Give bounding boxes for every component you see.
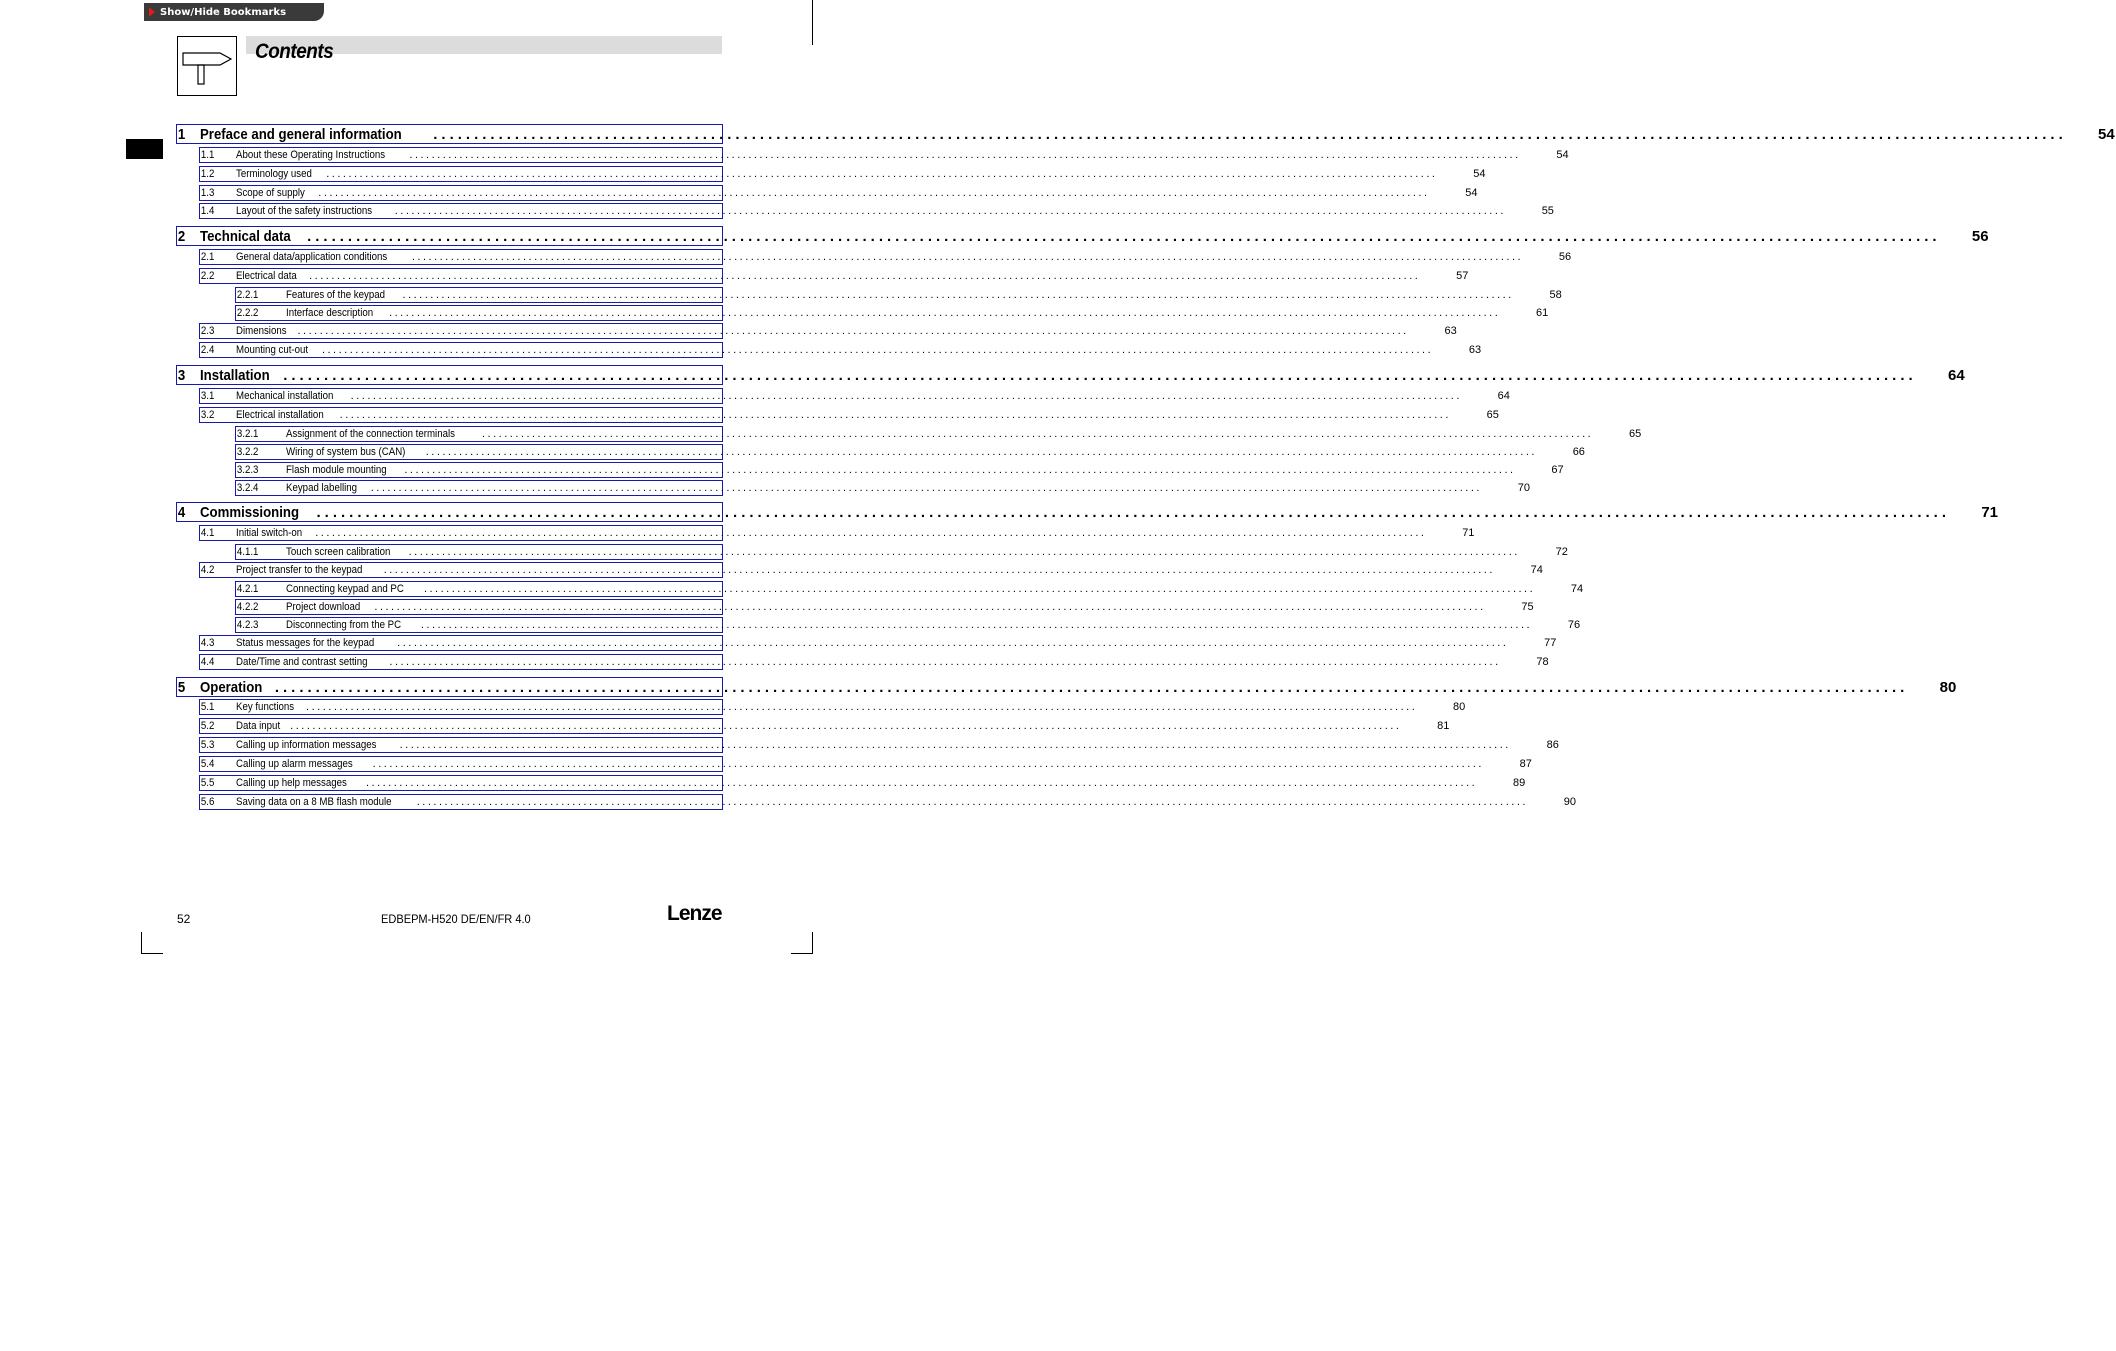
toc-dot-leader: ........................................................................................................................................................................................................ — [394, 205, 1506, 217]
toc-entry-1-1[interactable] — [199, 147, 1569, 163]
toc-entry-title: Preface and general information — [200, 125, 402, 143]
toc-dot-leader: ........................................................................................................................................................................................................ — [423, 583, 1536, 595]
toc-entry-5-2[interactable] — [199, 718, 1450, 734]
crop-mark-bottom-left-v — [141, 932, 142, 954]
toc-dot-leader: ........................................................................................................................................................................................................ — [383, 564, 1495, 576]
crop-mark-top-right — [812, 0, 813, 45]
toc-entry-page: 64 — [1948, 366, 1965, 384]
toc-entry-title: Wiring of system bus (CAN) — [286, 446, 406, 458]
toc-dot-leader: ........................................................................................................................................................................................................ — [365, 777, 1478, 789]
toc-dot-leader: ........................................................................................................................................................................................................ — [408, 546, 1520, 558]
toc-entry-page: 55 — [1541, 205, 1554, 217]
toc-entry-4-2-2[interactable] — [235, 599, 1534, 615]
toc-entry-page: 65 — [1486, 409, 1499, 421]
toc-dot-leader: ........................................................................................................................................................................................................ — [399, 739, 1511, 751]
toc-dot-leader: ........................................................................................................................................................................................................ — [420, 619, 1533, 631]
toc-entry-page: 87 — [1519, 758, 1532, 770]
toc-entry-title: Scope of supply — [236, 187, 305, 199]
toc-entry-2-3[interactable] — [199, 323, 1457, 339]
toc-dot-leader: ........................................................................................................................................................................................................ — [307, 227, 1941, 245]
toc-entry-4[interactable] — [176, 502, 1999, 522]
toc-entry-page: 74 — [1570, 583, 1584, 595]
crop-mark-bottom-left-h — [141, 953, 163, 954]
toc-entry-title: Interface description — [286, 307, 374, 319]
toc-dot-leader: ........................................................................................................................................................................................................ — [315, 527, 1427, 539]
toc-entry-title: Calling up alarm messages — [236, 758, 353, 770]
toc-entry-page: 64 — [1497, 390, 1510, 402]
toc-entry-number: 3.2.3 — [236, 464, 259, 476]
toc-entry-page: 75 — [1521, 601, 1534, 613]
toc-entry-title: Assignment of the connection terminals — [286, 428, 455, 440]
toc-entry-title: About these Operating Instructions — [236, 149, 386, 161]
lenze-logo: Lenze — [667, 902, 722, 925]
toc-entry-page: 54 — [2098, 125, 2115, 143]
toc-entry-4-4[interactable] — [199, 654, 1549, 670]
toc-entry-number: 3.2.1 — [236, 428, 259, 440]
toc-dot-leader: ........................................................................................................................................................................................................ — [316, 503, 1951, 521]
toc-entry-page: 67 — [1551, 464, 1564, 476]
toc-dot-leader: ........................................................................................................................................................................................................ — [433, 125, 2067, 143]
toc-entry-title: Connecting keypad and PC — [286, 583, 404, 595]
toc-entry-page: 78 — [1536, 656, 1549, 668]
toc-entry-title: Mechanical installation — [236, 390, 334, 402]
toc-entry-1-4[interactable] — [199, 203, 1554, 219]
toc-entry-title: Operation — [200, 678, 263, 696]
toc-dot-leader: ........................................................................................................................................................................................................ — [402, 289, 1514, 301]
toc-entry-title: Mounting cut-out — [236, 344, 309, 356]
footer-document-id: EDBEPM-H520 DE/EN/FR 4.0 — [381, 912, 531, 926]
toc-entry-number: 2.1 — [200, 251, 215, 263]
toc-entry-title: Saving data on a 8 MB flash module — [236, 796, 392, 808]
toc-dot-leader: ........................................................................................................................................................................................................ — [370, 482, 1482, 494]
toc-dot-leader: ........................................................................................................................................................................................................ — [274, 678, 1909, 696]
toc-entry-page: 56 — [1558, 251, 1572, 263]
toc-entry-number: 2 — [177, 227, 186, 245]
toc-entry-page: 86 — [1546, 739, 1559, 751]
toc-entry-title: Commissioning — [200, 503, 300, 521]
toc-entry-number: 1.4 — [200, 205, 215, 217]
toc-entry-3-2-2[interactable] — [235, 444, 1585, 460]
show-hide-bookmarks-button[interactable] — [144, 3, 324, 21]
toc-entry-title: Layout of the safety instructions — [236, 205, 373, 217]
toc-entry-page: 80 — [1939, 678, 1957, 696]
toc-entry-title: Flash module mounting — [286, 464, 387, 476]
toc-entry-title: Initial switch-on — [236, 527, 303, 539]
toc-entry-page: 72 — [1555, 546, 1568, 558]
page-title: Contents — [255, 40, 334, 63]
toc-entry-1[interactable] — [176, 124, 2115, 144]
toc-entry-page: 56 — [1971, 227, 1989, 245]
toc-dot-leader: ........................................................................................................................................................................................................ — [404, 464, 1516, 476]
toc-entry-number: 3.2.4 — [236, 482, 259, 494]
toc-entry-title: Technical data — [200, 227, 291, 245]
toc-dot-leader: ........................................................................................................................................................................................................ — [397, 637, 1509, 649]
toc-entry-page: 77 — [1544, 637, 1557, 649]
toc-entry-number: 2.2.2 — [236, 307, 259, 319]
toc-entry-page: 65 — [1628, 428, 1642, 440]
toc-entry-title: Calling up information messages — [236, 739, 377, 751]
toc-entry-number: 5.5 — [200, 777, 215, 789]
toc-entry-page: 66 — [1572, 446, 1585, 458]
toc-dot-leader: ........................................................................................................................................................................................................ — [425, 446, 1537, 458]
toc-entry-title: Status messages for the keypad — [236, 637, 375, 649]
toc-entry-1-2[interactable] — [199, 166, 1486, 182]
toc-entry-title: Keypad labelling — [286, 482, 358, 494]
toc-dot-leader: ........................................................................................................................................................................................................ — [321, 344, 1434, 356]
crop-mark-bottom-right-h — [791, 953, 813, 954]
toc-entry-3-2-1[interactable] — [235, 426, 1642, 442]
toc-entry-number: 3.2 — [200, 409, 215, 421]
toc-dot-leader: ........................................................................................................................................................................................................ — [318, 187, 1430, 199]
toc-entry-number: 4.2.1 — [236, 583, 259, 595]
toc-dot-leader: ........................................................................................................................................................................................................ — [374, 601, 1486, 613]
toc-entry-number: 4.2.3 — [236, 619, 259, 631]
toc-entry-number: 4.1.1 — [236, 546, 259, 558]
toc-entry-5-3[interactable] — [199, 737, 1559, 753]
toc-entry-title: Calling up help messages — [236, 777, 347, 789]
toc-entry-page: 58 — [1549, 289, 1562, 301]
toc-entry-page: 71 — [1462, 527, 1475, 539]
toc-entry-number: 1.3 — [200, 187, 215, 199]
toc-entry-number: 3.2.2 — [236, 446, 259, 458]
toc-dot-leader: ........................................................................................................................................................................................................ — [350, 390, 1462, 402]
toc-dot-leader: ........................................................................................................................................................................................................ — [297, 325, 1409, 337]
toc-dot-leader: ........................................................................................................................................................................................................ — [416, 796, 1528, 808]
toc-entry-title: Installation — [200, 366, 270, 384]
toc-entry-number: 4.4 — [200, 656, 215, 668]
toc-entry-title: Key functions — [236, 701, 295, 713]
toc-entry-3[interactable] — [176, 365, 1965, 385]
toc-entry-3-2-4[interactable] — [235, 480, 1530, 496]
toc-dot-leader: ........................................................................................................................................................................................................ — [339, 409, 1451, 421]
toc-entry-page: 57 — [1456, 270, 1469, 282]
toc-entry-title: Electrical installation — [236, 409, 324, 421]
toc-entry-number: 5.2 — [200, 720, 215, 732]
toc-entry-page: 90 — [1563, 796, 1576, 808]
toc-entry-title: Data input — [236, 720, 281, 732]
toc-entry-number: 1.1 — [200, 149, 215, 161]
toc-entry-number: 2.3 — [200, 325, 215, 337]
toc-entry-page: 81 — [1437, 720, 1450, 732]
toc-entry-4-1-1[interactable] — [235, 544, 1568, 560]
toc-dot-leader: ........................................................................................................................................................................................................ — [482, 428, 1594, 440]
toc-entry-4-2-1[interactable] — [235, 581, 1584, 597]
toc-entry-page: 61 — [1536, 307, 1549, 319]
toc-entry-5-1[interactable] — [199, 699, 1466, 715]
toc-entry-title: Touch screen calibration — [286, 546, 391, 558]
toc-entry-page: 89 — [1512, 777, 1526, 789]
toc-entry-title: Dimensions — [236, 325, 287, 337]
toc-entry-number: 4.2.2 — [236, 601, 259, 613]
toc-dot-leader: ........................................................................................................................................................................................................ — [389, 656, 1501, 668]
toc-entry-5[interactable] — [176, 677, 1957, 697]
chapter-side-marker — [126, 139, 163, 159]
toc-entry-number: 4.3 — [200, 637, 215, 649]
toc-entry-number: 3.1 — [200, 390, 215, 402]
toc-entry-2-4[interactable] — [199, 342, 1482, 358]
toc-entry-5-5[interactable] — [199, 775, 1526, 791]
toc-entry-title: Terminology used — [236, 168, 312, 180]
toc-entry-2-2[interactable] — [199, 268, 1469, 284]
toc-entry-title: Disconnecting from the PC — [286, 619, 402, 631]
toc-entry-page: 63 — [1468, 344, 1482, 356]
toc-entry-3-1[interactable] — [199, 388, 1510, 404]
toc-entry-title: Date/Time and contrast setting — [236, 656, 368, 668]
toc-entry-page: 54 — [1465, 187, 1478, 199]
toc-entry-number: 2.2 — [200, 270, 215, 282]
toc-dot-leader: ........................................................................................................................................................................................................ — [309, 270, 1421, 282]
toc-dot-leader: ........................................................................................................................................................................................................ — [290, 720, 1402, 732]
toc-entry-1-3[interactable] — [199, 185, 1478, 201]
toc-entry-page: 80 — [1453, 701, 1466, 713]
toc-entry-2-1[interactable] — [199, 249, 1572, 265]
toc-entry-number: 4.2 — [200, 564, 215, 576]
toc-dot-leader: ........................................................................................................................................................................................................ — [389, 307, 1501, 319]
toc-entry-page: 70 — [1517, 482, 1530, 494]
toc-entry-page: 63 — [1444, 325, 1457, 337]
toc-dot-leader: ........................................................................................................................................................................................................ — [306, 701, 1418, 713]
toc-entry-2-2-2[interactable] — [235, 305, 1549, 321]
toc-entry-number: 2.2.1 — [236, 289, 259, 301]
toc-entry-number: 5.6 — [200, 796, 215, 808]
toc-entry-page: 54 — [1473, 168, 1486, 180]
toc-entry-5-4[interactable] — [199, 756, 1532, 772]
toc-entry-page: 54 — [1556, 149, 1569, 161]
toc-entry-4-2[interactable] — [199, 562, 1543, 578]
toc-dot-leader: ........................................................................................................................................................................................................ — [409, 149, 1521, 161]
signpost-icon — [177, 36, 237, 96]
toc-entry-page: 71 — [1981, 503, 1999, 521]
toc-entry-page: 74 — [1530, 564, 1543, 576]
footer-page-number: 52 — [177, 912, 191, 926]
toc-entry-title: Project transfer to the keypad — [236, 564, 363, 576]
toc-entry-2-2-1[interactable] — [235, 287, 1562, 303]
toc-entry-title: General data/application conditions — [236, 251, 388, 263]
triangle-right-icon — [149, 7, 155, 17]
crop-mark-bottom-right-v — [812, 932, 813, 954]
toc-entry-number: 5.4 — [200, 758, 215, 770]
toc-entry-number: 5.3 — [200, 739, 215, 751]
toc-dot-leader: ........................................................................................................................................................................................................ — [411, 251, 1524, 263]
toc-entry-4-1[interactable] — [199, 525, 1475, 541]
toc-entry-title: Project download — [286, 601, 361, 613]
toc-dot-leader: ........................................................................................................................................................................................................ — [372, 758, 1484, 770]
toc-entry-5-6[interactable] — [199, 794, 1576, 810]
toc-entry-title: Electrical data — [236, 270, 297, 282]
toc-dot-leader: ........................................................................................................................................................................................................ — [326, 168, 1438, 180]
toc-entry-3-2[interactable] — [199, 407, 1499, 423]
toc-entry-number: 1.2 — [200, 168, 215, 180]
toc-entry-3-2-3[interactable] — [235, 462, 1564, 478]
toc-entry-2[interactable] — [176, 226, 1989, 246]
toc-entry-number: 3 — [177, 366, 186, 384]
toc-entry-number: 5 — [177, 678, 186, 696]
toc-entry-title: Features of the keypad — [286, 289, 386, 301]
toc-entry-4-3[interactable] — [199, 635, 1557, 651]
toc-dot-leader: ........................................................................................................................................................................................................ — [283, 366, 1917, 384]
toc-entry-page: 76 — [1567, 619, 1581, 631]
bookmark-toggle-label: Show/Hide Bookmarks — [160, 6, 287, 18]
toc-entry-number: 4 — [177, 503, 186, 521]
toc-entry-number: 1 — [177, 125, 186, 143]
toc-entry-number: 2.4 — [200, 344, 215, 356]
toc-entry-number: 4.1 — [200, 527, 215, 539]
toc-entry-number: 5.1 — [200, 701, 215, 713]
toc-entry-4-2-3[interactable] — [235, 617, 1581, 633]
